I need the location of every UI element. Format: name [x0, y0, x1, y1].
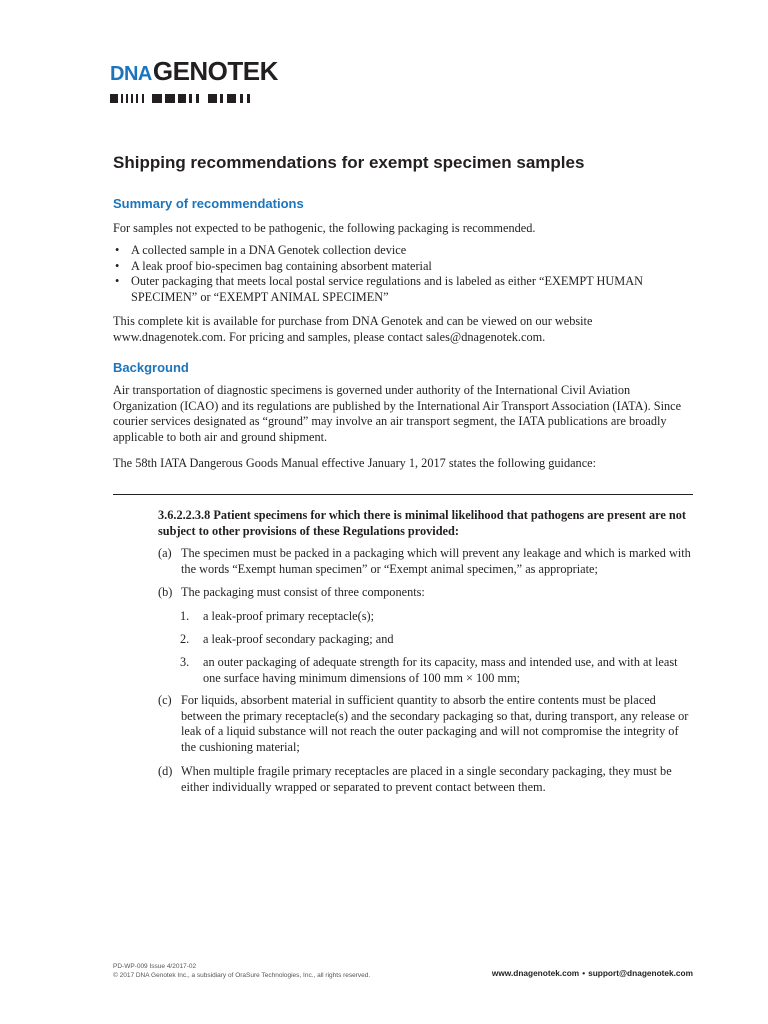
item-text: a leak-proof secondary packaging; and: [203, 632, 394, 646]
item-text: an outer packaging of adequate strength for its capacity, mass and intended use, and with at least one surface having minimum dimensions of 100 mm × 100 mm;: [203, 655, 678, 685]
recommendation-list: [113, 243, 693, 305]
support-email-link[interactable]: support@dnagenotek.com: [588, 968, 693, 978]
regulation-item-d: [158, 764, 693, 795]
summary-heading: Summary of recommendations: [113, 196, 304, 211]
item-label: 2.: [180, 632, 190, 646]
component-item-1: [180, 609, 690, 625]
item-label: (c): [158, 693, 172, 707]
item-text: For liquids, absorbent material in sufficient quantity to absorb the entire contents must be placed between the primary receptacle(s) and the secondary packaging so that, during transport, any release or leak of a liquid substance will not reach the outer packaging and will not compromise the integrity of the cushioning material;: [181, 693, 689, 754]
item-text: When multiple fragile primary receptacles are placed in a single secondary packaging, they must be either individually wrapped or separated to prevent contact between them.: [181, 764, 672, 794]
footer-contact: [492, 968, 693, 978]
item-text: The packaging must consist of three components:: [181, 585, 425, 599]
guidance-intro: The 58th IATA Dangerous Goods Manual effective January 1, 2017 states the following guidance:: [113, 456, 597, 470]
page-title: Shipping recommendations for exempt specimen samples: [113, 153, 585, 172]
regulation-item-b: [158, 585, 693, 601]
copyright-notice: © 2017 DNA Genotek Inc., a subsidiary of OraSure Technologies, Inc., all rights reserved.: [113, 972, 371, 979]
item-label: (d): [158, 764, 173, 778]
item-text: The specimen must be packed in a packaging which will prevent any leakage and which is marked with the words “Exempt human specimen” or “Exempt animal specimen,” as appropriate;: [181, 546, 691, 576]
regulation-item-c: [158, 693, 693, 755]
section-divider: [113, 494, 693, 495]
list-item: • A leak proof bio-specimen bag containing absorbent material: [113, 259, 693, 275]
item-label: (b): [158, 585, 173, 599]
item-label: 1.: [180, 609, 190, 623]
background-paragraph: Air transportation of diagnostic specimens is governed under authority of the International Civil Aviation Organization (ICAO) and its regulations are published by the International Air Transport Association (IATA). Since courier services designated as “ground” may involve an air transport segment, the IATA publications are broadly applicable to both air and ground shipment.: [113, 383, 682, 444]
summary-intro: For samples not expected to be pathogenic, the following packaging is recommended.: [113, 221, 536, 235]
logo-prefix: DNA: [110, 63, 152, 85]
website-link[interactable]: www.dnagenotek.com: [491, 968, 580, 978]
item-label: (a): [158, 546, 172, 560]
company-logo: [110, 56, 278, 86]
regulation-heading: 3.6.2.2.3.8 Patient specimens for which there is minimal likelihood that pathogens are present are not subject to other provisions of these Regulations provided:: [158, 508, 686, 538]
document-id: PD-WP-009 Issue 4/2017-02: [113, 963, 197, 970]
item-text: a leak-proof primary receptacle(s);: [203, 609, 375, 623]
item-label: 3.: [180, 655, 190, 669]
background-heading: Background: [113, 360, 189, 375]
regulation-item-a: [158, 546, 693, 577]
component-item-3: [180, 655, 690, 686]
component-item-2: [180, 632, 690, 648]
footer-legal: [113, 962, 370, 980]
footer-separator: •: [582, 968, 586, 978]
kit-availability-text: This complete kit is available for purchase from DNA Genotek and can be viewed on our website www.dnagenotek.com. For pricing and samples, please contact sales@dnagenotek.com.: [113, 314, 593, 344]
logo-name: GENOTEK: [152, 56, 278, 86]
list-item: • A collected sample in a DNA Genotek collection device: [113, 243, 693, 259]
list-item: • Outer packaging that meets local postal service regulations and is labeled as either “EXEMPT HUMAN SPECIMEN” or “EXEMPT ANIMAL SPECIMEN”: [113, 274, 693, 305]
barcode-graphic: [110, 94, 252, 103]
